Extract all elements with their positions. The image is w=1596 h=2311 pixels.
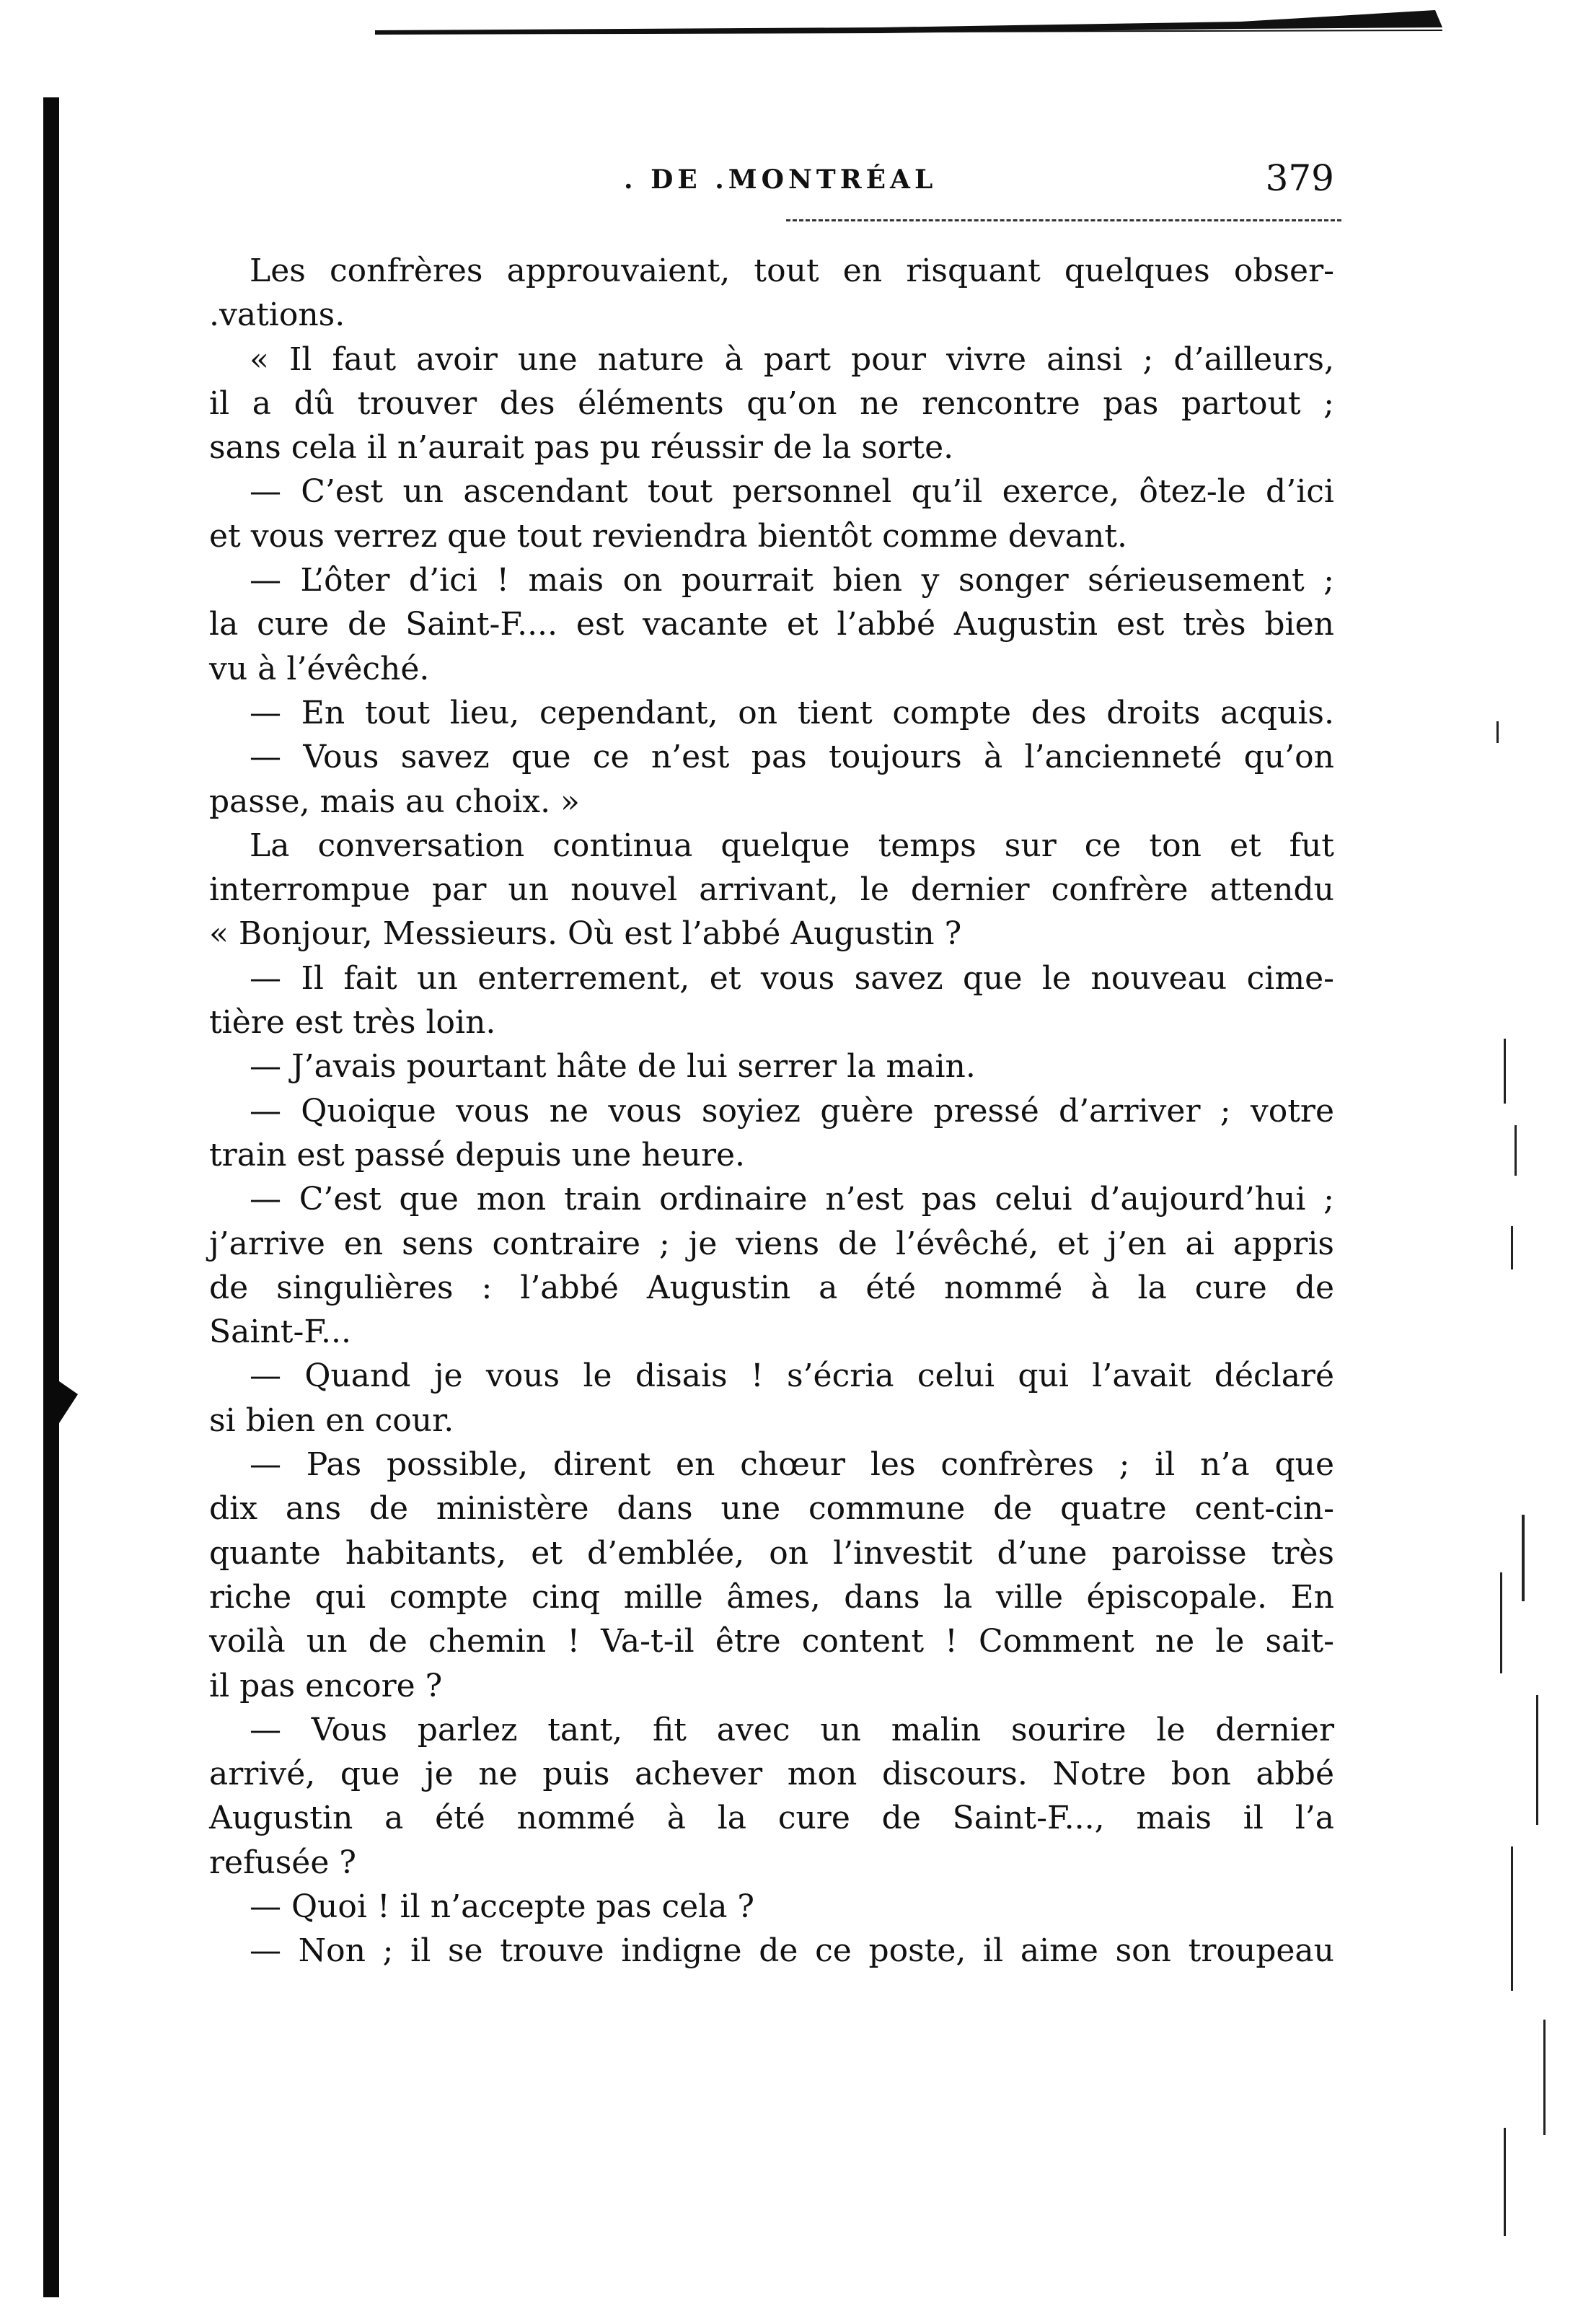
text-line: interrompue par un nouvel arrivant, le dernier confrère attendu [209,871,1334,909]
text-line: vu à l’évêché. [209,650,430,687]
text-line: riche qui compte cinq mille âmes, dans la ville épiscopale. En [209,1578,1334,1616]
text-line: — L’ôter d’ici ! mais on pourrait bien y songer sérieusement ; [250,562,1334,599]
scan-speck [1496,721,1499,743]
text-line: il pas encore ? [209,1667,443,1704]
header-rule [786,219,1341,221]
text-line: la cure de Saint-F.... est vacante et l’abbé Augustin est très bien [209,606,1334,643]
scan-speck [1511,1226,1513,1269]
text-line: si bien en cour. [209,1401,454,1439]
text-line: de singulières : l’abbé Augustin a été nommé à la cure de [209,1269,1334,1306]
text-line: — Pas possible, dirent en chœur les confrères ; il n’a que [250,1446,1334,1484]
text-line: — C’est un ascendant tout personnel qu’il exerce, ôtez-le d’ici [250,473,1334,511]
text-line: j’arrive en sens contraire ; je viens de l’évêché, et j’en ai appris [209,1225,1334,1262]
text-line: — Vous savez que ce n’est pas toujours à l’ancienneté qu’on [250,739,1334,776]
text-line: Augustin a été nommé à la cure de Saint-F..., mais il l’a [209,1800,1334,1837]
text-line: passe, mais au choix. » [209,783,580,820]
running-head: . DE .MONTRÉAL [624,164,938,195]
scan-speck [1504,1039,1506,1104]
text-line: — En tout lieu, cependant, on tient compte des droits acquis. [250,694,1334,731]
text-line: tière est très loin. [209,1004,496,1042]
scan-speck [1515,1125,1517,1176]
binding-shadow [43,97,59,2297]
body-text [209,249,1334,1973]
text-line: — C’est que mon train ordinaire n’est pas celui d’aujourd’hui ; [250,1181,1334,1218]
text-line: dix ans de ministère dans une commune de quatre cent-cin- [209,1490,1334,1528]
text-line: — Il fait un enterrement, et vous savez que le nouveau cime- [250,959,1334,997]
scan-speck [1522,1515,1525,1601]
text-line: Saint-F... [209,1313,351,1351]
text-line: — Non ; il se trouve indigne de ce poste, il aime son troupeau [250,1932,1334,1970]
text-line: — Quoi ! il n’accepte pas cela ? [250,1888,755,1925]
scan-speck [1504,2128,1506,2236]
text-line: il a dû trouver des éléments qu’on ne rencontre pas partout ; [209,384,1334,422]
text-line: « Il faut avoir une nature à part pour vivre ainsi ; d’ailleurs, [250,340,1334,378]
text-line: quante habitants, et d’emblée, on l’investit d’une paroisse très [209,1534,1334,1572]
binding-notch [59,1381,78,1423]
text-line: — Quoique vous ne vous soyiez guère pressé d’arriver ; votre [250,1092,1334,1130]
top-edge-smear [375,6,1457,35]
text-line: .vations. [209,296,345,334]
scan-speck [1536,1695,1538,1825]
text-line: refusée ? [209,1844,356,1881]
text-line: « Bonjour, Messieurs. Où est l’abbé Augustin ? [209,915,962,953]
text-line: sans cela il n’aurait pas pu réussir de la sorte. [209,429,954,467]
scan-speck [1500,1572,1502,1673]
page-number: 379 [1265,157,1334,199]
text-line: — J’avais pourtant hâte de lui serrer la main. [250,1048,976,1086]
text-line: La conversation continua quelque temps sur ce ton et fut [250,827,1334,864]
scan-speck [1511,1846,1513,1991]
text-line: et vous verrez que tout reviendra bientôt comme devant. [209,517,1127,555]
text-line: arrivé, que je ne puis achever mon discours. Notre bon abbé [209,1756,1334,1793]
text-line: train est passé depuis une heure. [209,1136,746,1174]
text-line: voilà un de chemin ! Va-t-il être content ! Comment ne le sait- [209,1623,1334,1660]
text-line: Les confrères approuvaient, tout en risquant quelques obser- [250,252,1334,289]
text-line: — Quand je vous le disais ! s’écria celui qui l’avait déclaré [250,1357,1334,1395]
page-header [209,151,1334,209]
text-line: — Vous parlez tant, fit avec un malin sourire le dernier [250,1711,1334,1748]
scan-speck [1543,2020,1546,2135]
